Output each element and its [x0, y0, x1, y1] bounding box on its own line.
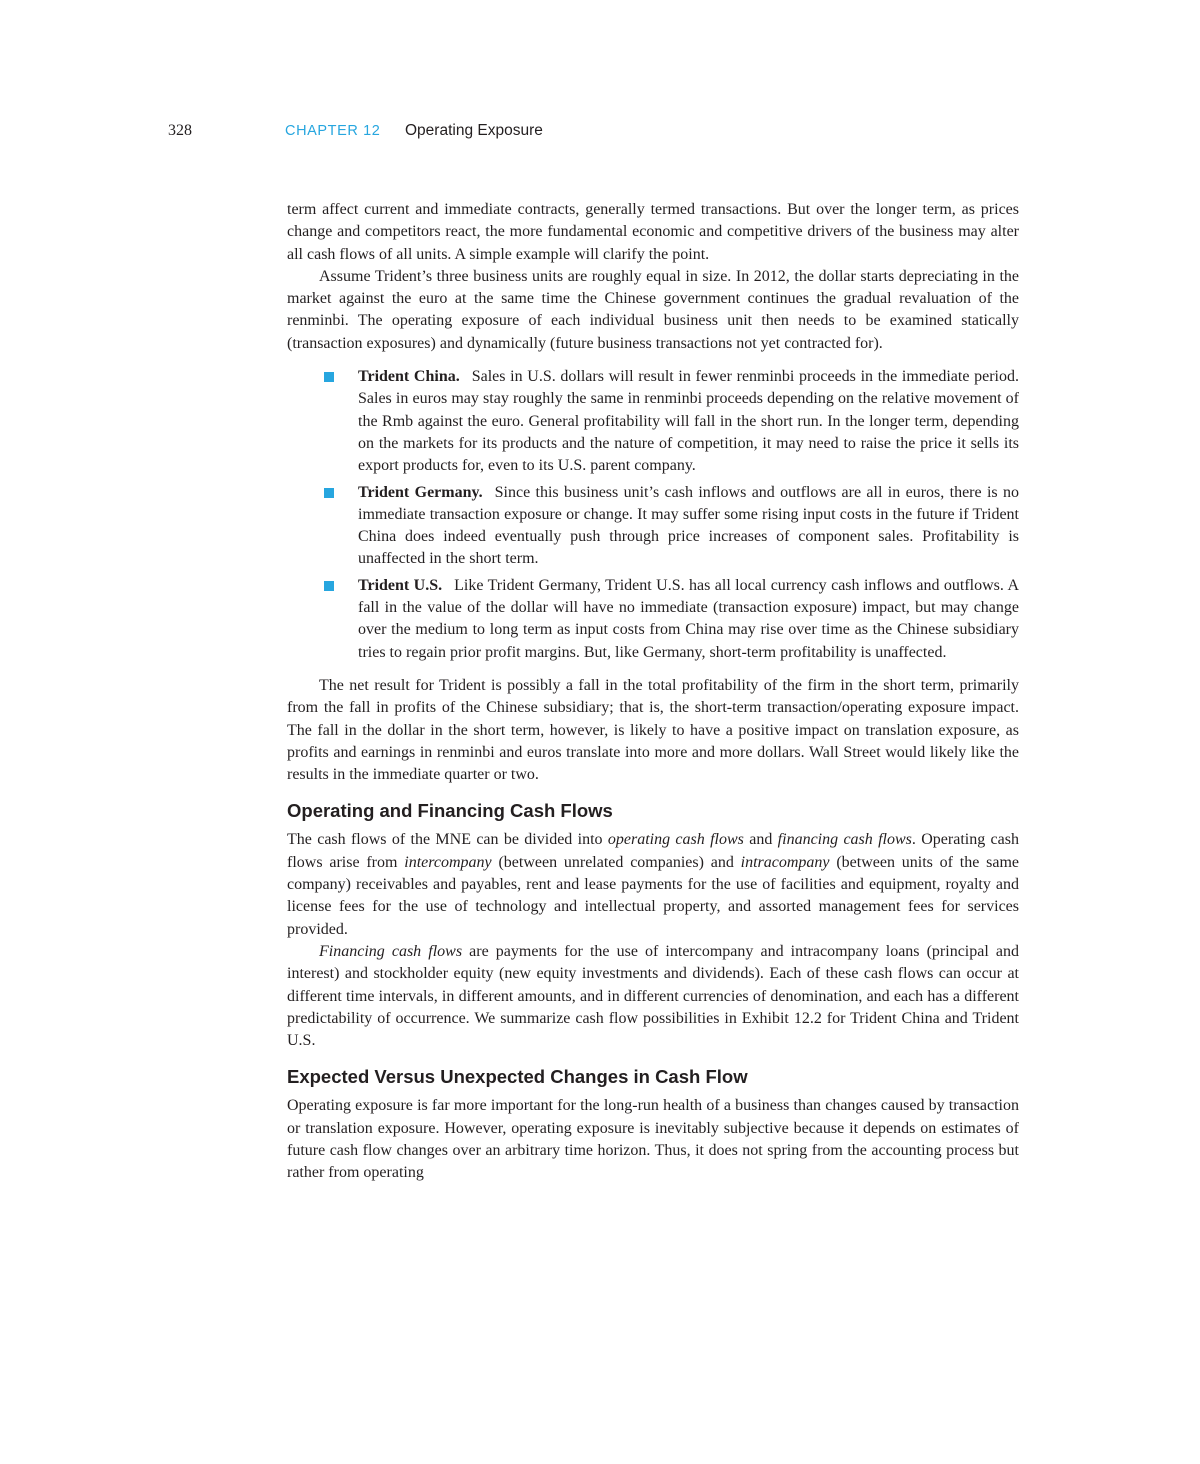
square-bullet-icon: [324, 488, 334, 498]
bullet-term: Trident U.S.: [358, 576, 443, 594]
paragraph: The net result for Trident is possibly a fall in the total profitability of the firm in the short term, primarily from the fall in profits of the Chinese subsidiary; that is, the short-term transaction/operating exposure impact. The fall in the dollar in the short term, however, is likely to have a positive impact on translation exposure, as profits and earnings in renminbi and euros translate into more and more dollars. Wall Street would likely like the results in the immediate quarter or two.: [287, 676, 1019, 784]
bullet-text: Since this business unit’s cash inflows and outflows are all in euros, there is no immediate transaction exposure or change. It may suffer some rising input costs in the future if Trident China does indeed eventually push through price increases of component sales. Profitability is unaffected in the short term.: [358, 483, 1020, 568]
page-number: 328: [168, 122, 192, 139]
text-run: (between unrelated companies) and: [491, 853, 741, 871]
page-body: [287, 199, 1019, 1185]
emphasis-text: financing cash flows: [777, 831, 912, 849]
chapter-title: Operating Exposure: [405, 122, 543, 139]
paragraph: [287, 941, 1019, 1052]
square-bullet-icon: [324, 581, 334, 591]
emphasis-text: intercompany: [404, 853, 492, 871]
paragraph: [287, 829, 1019, 940]
bullet-text: Like Trident Germany, Trident U.S. has all local currency cash inflows and outflows. A fall in the value of the dollar will have no immediate (transaction exposure) impact, but may change over the medium to long term as input costs from China may rise over time as the Chinese subsidiary tries to regain prior profit margins. But, like Germany, short-term profitability is unaffected.: [358, 576, 1019, 661]
section-heading: Operating and Financing Cash Flows: [287, 800, 613, 822]
paragraph: Assume Trident’s three business units are roughly equal in size. In 2012, the dollar starts depreciating in the market against the euro at the same time the Chinese government continues the gradual revaluation of the renminbi. The operating exposure of each individual business unit then needs to be examined statically (transaction exposures) and dynamically (future business transactions not yet contracted for).: [287, 267, 1019, 352]
chapter-label: CHAPTER 12: [285, 123, 381, 139]
paragraph: term affect current and immediate contracts, generally termed transactions. But over the longer term, as prices change and competitors react, the more fundamental economic and competitive drivers of the business may alter all cash flows of all units. A simple example will clarify the point.: [287, 201, 1019, 263]
text-run: The cash flows of the MNE can be divided into: [287, 831, 608, 849]
bullet-term: Trident China.: [358, 368, 460, 386]
bullet-term: Trident Germany.: [358, 483, 483, 501]
list-item: [287, 482, 1019, 571]
text-run: . Operating cash flows arise from: [287, 831, 1019, 871]
list-item: [287, 575, 1019, 664]
section-heading: Expected Versus Unexpected Changes in Cash Flow: [287, 1066, 748, 1088]
emphasis-text: intracompany: [740, 853, 830, 871]
bullet-text: Sales in U.S. dollars will result in fewer renminbi proceeds in the immediate period. Sales in euros may stay roughly the same in renminbi proceeds depending on the relative movement of the Rmb against the euro. General profitability will fall in the short run. In the longer term, depending on the markets for its products and the nature of competition, it may need to raise the price it sells its export products for, even to its U.S. parent company.: [358, 368, 1019, 475]
list-item: [287, 366, 1019, 477]
running-head: [0, 122, 1200, 144]
text-run: (between units of the same company) receivables and payables, rent and lease payments for the use of facilities and equipment, royalty and license fees for the use of technology and intellectual property, and assorted management fees for services provided.: [287, 853, 1019, 938]
text-run: and: [743, 831, 778, 849]
text-run: are payments for the use of intercompany and intracompany loans (principal and interest) and stockholder equity (new equity investments and dividends). Each of these cash flows can occur at different time intervals, in different amounts, and in different currencies of denomination, and each has a different predictability of occurrence. We summarize cash flow possibilities in Exhibit 12.2 for Trident China and Trident U.S.: [287, 942, 1019, 1050]
paragraph: Operating exposure is far more important for the long-run health of a business than changes caused by transaction or translation exposure. However, operating exposure is inevitably subjective because it depends on estimates of future cash flow changes over an arbitrary time horizon. Thus, it does not spring from the accounting process but rather from operating: [287, 1097, 1019, 1182]
emphasis-text: operating cash flows: [607, 831, 744, 849]
square-bullet-icon: [324, 372, 334, 382]
emphasis-text: Financing cash flows: [319, 942, 463, 960]
bullet-list: [287, 366, 1019, 664]
